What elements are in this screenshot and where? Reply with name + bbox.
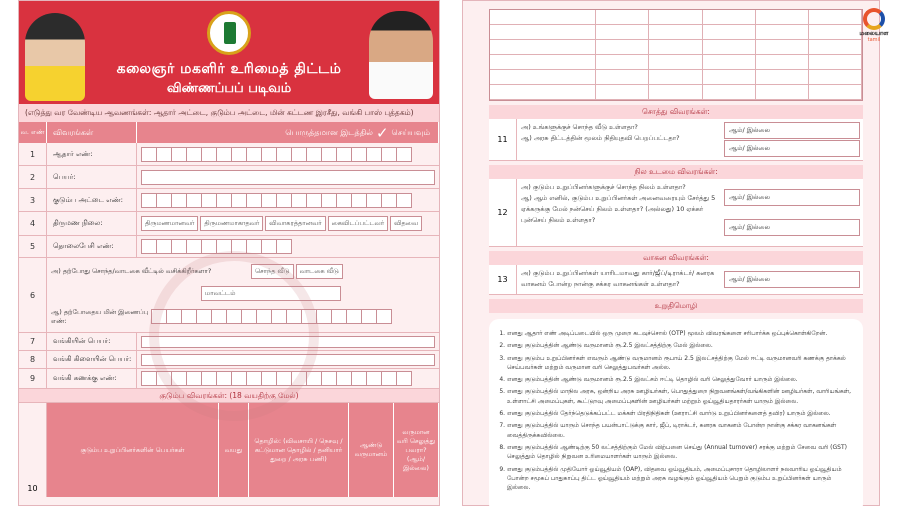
declaration-item: 1. எனது ஆதார் எண் அடிப்படையில் ஒரு முறை கடவுச்சொல் (OTP) மூலம் விவரங்களை சரிபார்க்க ஒப்புக்கொள்கிறேன். (507, 329, 855, 338)
row-number: 8 (19, 351, 47, 368)
family-col-taxpayer: வருமான வரி செலுத்து பவரா? (ஆம்/இல்லை) (394, 403, 439, 497)
channel-logo-sub: tamil (867, 37, 881, 44)
property-section-title: சொத்து விவரங்கள்: (489, 105, 863, 119)
question-text (517, 119, 721, 160)
question-row (489, 179, 863, 247)
channel-logo-name: மலையாள (859, 30, 889, 37)
application-form-page-2 (462, 0, 880, 506)
tick-icon: ✓ (375, 123, 389, 142)
question-text: அ) குடும்ப உறுப்பினர்கள் யாரிடமாவது கார்/ஜீப்/டிராக்டர்/ கனரக வாகனம் போன்ற நான்கு சக்கர வாகனங்கள் உள்ளதா? (521, 269, 715, 289)
row-label: குடும்ப அட்டை எண்: (47, 189, 137, 211)
row-number: 13 (489, 265, 517, 294)
answer-column (721, 119, 863, 160)
question-row (489, 119, 863, 161)
row-label: வங்கி கணக்கு எண்: (47, 369, 137, 388)
yes-no-field[interactable]: ஆம்/ இல்லை (724, 189, 860, 206)
ration-card-field[interactable] (137, 189, 439, 211)
own-house-option[interactable]: சொந்த வீடு (251, 264, 294, 279)
marital-option[interactable]: விவாகரத்தானவர் (265, 216, 325, 231)
channel-logo (858, 8, 890, 43)
col-mark-post: செய்யவும் (391, 127, 430, 137)
tamilnadu-emblem-icon (207, 11, 251, 55)
row-label: ஆதார் எண்: (47, 143, 137, 165)
residence-question: அ) தற்போது சொந்த/வாடகை வீட்டில் வசிக்கிறீர்களா? (51, 267, 212, 276)
eb-connection-label: ஆ) தற்போதைய மின் இணைப்பு எண்: (51, 307, 149, 325)
bank-name-field[interactable] (137, 333, 439, 350)
declaration-item: 6. எனது குடும்பத்தில் தேர்ந்தெடுக்கப்பட்ட மக்கள் பிரதிநிதிகள் (ஊராட்சி வார்டு உறுப்பினர்களைத் தவிர) யாரும் இல்லை. (507, 409, 855, 418)
row-number: 3 (19, 189, 47, 211)
row-number: 10 (19, 403, 47, 497)
row-number: 2 (19, 166, 47, 188)
row-number: 12 (489, 179, 517, 246)
vehicle-section-title: வாகன விவரங்கள்: (489, 251, 863, 265)
district-field[interactable]: மாவட்டம் (201, 286, 341, 301)
marital-option[interactable]: திருமணமாகாதவர் (200, 216, 263, 231)
table-row (19, 333, 439, 351)
col-number: வ. எண் (19, 122, 47, 143)
land-section-title: நில உடமை விவரங்கள்: (489, 165, 863, 179)
marital-option[interactable]: விதவை (390, 216, 422, 231)
table-row (19, 166, 439, 189)
answer-column (721, 265, 863, 294)
table-row (19, 258, 439, 333)
family-col-age: வயது (219, 403, 249, 497)
yes-no-field[interactable]: ஆம்/ இல்லை (724, 122, 860, 139)
q11a: அ) உங்களுக்குச் சொந்த வீடு உள்ளதா? (521, 123, 638, 131)
table-row (19, 143, 439, 166)
family-table-continued (489, 9, 863, 101)
aadhaar-field[interactable] (137, 143, 439, 165)
family-col-name: குடும்ப உறுப்பினர்களின் பெயர்கள் (47, 403, 219, 497)
row-number: 6 (19, 258, 47, 332)
q12a: அ) குடும்ப உறுப்பினர்களுக்குச் சொந்த நிலம் உள்ளதா? (521, 183, 686, 191)
yes-no-field[interactable]: ஆம்/ இல்லை (724, 219, 860, 236)
declaration-box (489, 319, 863, 514)
declaration-item: 7. எனது குடும்பத்தில் யாரும் சொந்த பயன்பாட்டுக்கு கார், ஜீப், டிராக்டர், கனரக வாகனம் போன்ற நான்கு சக்கர வாகனங்கள் வைத்திருக்கவில்லை. (507, 421, 855, 440)
declaration-item: 4. எனது குடும்பத்தின் ஆண்டு வருமானம் ரூ.2.5 இலட்சம் ஈட்டி தொழில் வரி செலுத்துவோர் யாரும் இல்லை. (507, 375, 855, 384)
row-label: தொலைபேசி எண்: (47, 236, 137, 257)
declaration-title: உறுதிமொழி (489, 299, 863, 313)
declaration-item: 2. எனது குடும்பத்தின் ஆண்டு வருமானம் ரூ.2.5 இலட்சத்திற்கு மேல் இல்லை. (507, 341, 855, 350)
row-label: வங்கி கிளையின் பெயர்: (47, 351, 137, 368)
family-section-title: குடும்ப விவரங்கள்: (18 வயதிற்கு மேல்) (19, 389, 439, 403)
family-col-occupation: தொழில்: (விவசாயி / நெசவு / கட்டுமான தொழில் / தனியார் துறை / அரசு பணி) (249, 403, 349, 497)
answer-column (721, 179, 863, 246)
name-field[interactable] (137, 166, 439, 188)
table-header (19, 122, 439, 143)
row-number: 5 (19, 236, 47, 257)
col-mark-pre: பொருத்தமான இடத்தில் (285, 127, 373, 137)
declaration-item: 3. எனது குடும்ப உறுப்பினர்கள் எவரும் ஆண்டு வருமானம் ரூபாய் 2.5 இலட்சத்திற்கு மேல் ஈட்டி வருமானவரி கணக்கு தாக்கல் செய்பவர்கள் மற்றும் வருமான வரி செலுத்துபவர்கள் அல்ல. (507, 354, 855, 373)
declaration-item: 5. எனது குடும்பத்தில் மாநில அரசு, ஒன்றிய அரசு ஊழியர்கள், பொதுத்துறை நிறுவனங்கள்/வங்கிகளின் ஊழியர்கள், வாரியங்கள், உள்ளாட்சி அமைப்புகள், கூட்டுறவு அமைப்புகளின் ஊழியர்கள் மற்றும் ஓய்வூதியதாரர்கள் யாரும் இல்லை. (507, 387, 855, 406)
family-table (19, 403, 439, 497)
application-form-page-1 (18, 0, 440, 506)
row-label: திருமண நிலை: (47, 212, 137, 235)
row6-content (47, 258, 439, 332)
q12b: ஆ) ஆம் எனில், குடும்ப உறுப்பினர்கள் அனைவரையும் சேர்த்து 5 ஏக்கருக்கு மேல் நன்செய் நிலம் உள்ளதா? (அல்லது) 10 ஏக்கர் புன்செய் நிலம் உள்ளதா? (521, 194, 716, 225)
q11b: ஆ) அரசு திட்டத்தின் மூலம் நிதியுதவி பெறப்பட்டதா? (521, 134, 680, 143)
yes-no-field[interactable]: ஆம்/ இல்லை (724, 271, 860, 288)
question-row (489, 265, 863, 295)
row-label: வங்கியின் பெயர்: (47, 333, 137, 350)
row-label: பெயர்: (47, 166, 137, 188)
row-number: 11 (489, 119, 517, 160)
declaration-item: 9. எனது குடும்பத்தில் முதியோர் ஓய்வூதியம் (OAP), விதவை ஓய்வூதியம், அமைப்புசாரா தொழிலாளர் நலவாரிய ஓய்வூதியம் போன்ற சமூகப் பாதுகாப்பு திட்ட ஓய்வூதியம் மற்றும் அரசு வழங்கும் ஓய்வூதியம் பெறும் குடும்ப உறுப்பினர்கள் யாரும் இல்லை. (507, 465, 855, 493)
yes-no-field[interactable]: ஆம்/ இல்லை (724, 140, 860, 157)
scheme-title: கலைஞர் மகளிர் உரிமைத் திட்டம் (116, 61, 342, 77)
table-row (19, 369, 439, 389)
table-row (19, 189, 439, 212)
declaration-item: 8. எனது குடும்பத்தில் ஆண்டிற்கு 50 லட்சத்திற்கும் மேல் விற்பனை செய்து (Annual turnover) சரக்கு மற்றும் சேவை வரி (GST) செலுத்தும் தொழில் நிறுவன உரிமையாளர்கள் யாரும் இல்லை. (507, 443, 855, 462)
documents-note: (எடுத்து வர வேண்டிய ஆவணங்கள்: ஆதார் அட்டை, குடும்ப அட்டை, மின் கட்டண இரசீது, வங்கி பாஸ் புத்தகம்) (19, 104, 439, 122)
marital-status-options[interactable] (137, 212, 439, 235)
account-number-field[interactable] (137, 369, 439, 388)
row-number: 1 (19, 143, 47, 165)
table-row (19, 236, 439, 258)
table-row (19, 351, 439, 369)
rent-house-option[interactable]: வாடகை வீடு (296, 264, 343, 279)
phone-field[interactable] (137, 236, 439, 257)
row-number: 9 (19, 369, 47, 388)
col-mark (137, 122, 439, 143)
marital-option[interactable]: திருமணமானவர் (141, 216, 198, 231)
row-number: 7 (19, 333, 47, 350)
eb-connection-field[interactable] (151, 309, 391, 324)
marital-option[interactable]: கைவிடப்பட்டவர் (328, 216, 389, 231)
channel-logo-icon (863, 8, 885, 30)
bank-branch-field[interactable] (137, 351, 439, 368)
family-col-income: ஆண்டு வருமானம் (349, 403, 394, 497)
col-details: விவரங்கள் (47, 122, 137, 143)
form-header (19, 1, 439, 104)
question-text (517, 179, 721, 246)
table-row (19, 212, 439, 236)
form-subtitle: விண்ணப்பப் படிவம் (166, 81, 292, 96)
row-number: 4 (19, 212, 47, 235)
